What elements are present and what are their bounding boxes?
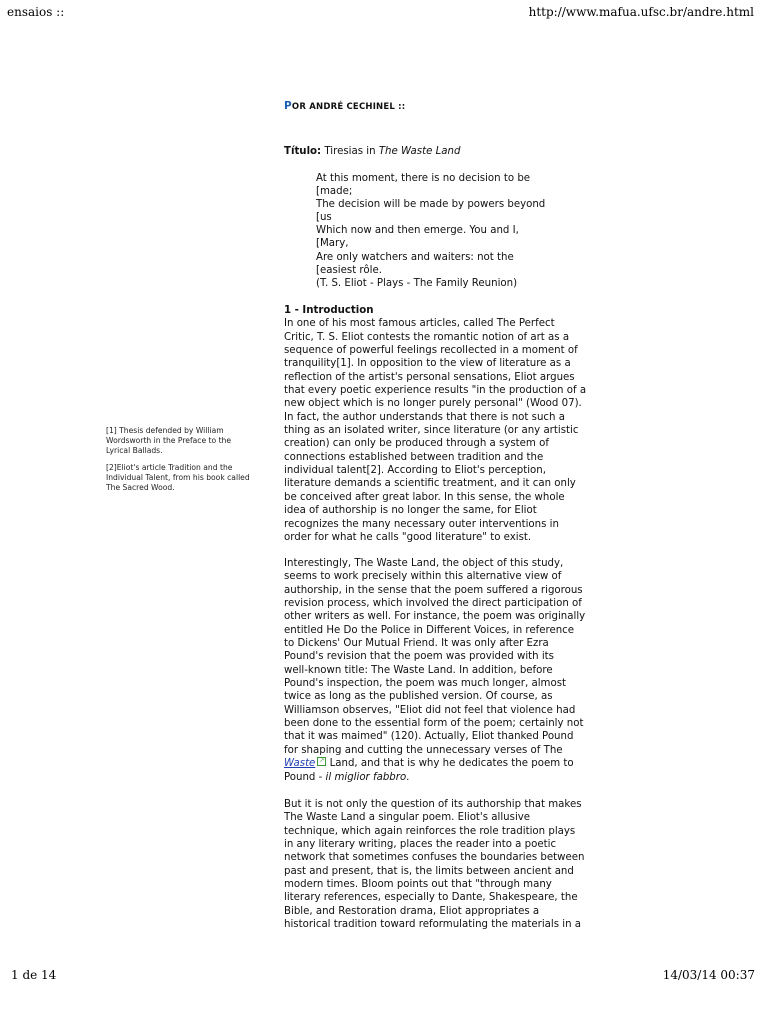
paragraph-line: thing as an isolated writer, since literature (or any artistic xyxy=(284,425,579,437)
byline-initial: P xyxy=(284,100,292,112)
paragraph-line: new object which is no longer purely personal" (Wood 07). xyxy=(284,398,582,410)
footnotes-sidebar xyxy=(106,426,256,500)
browser-header-url: http://www.mafua.ufsc.br/andre.html xyxy=(528,5,754,19)
paragraph-line: for shaping and cutting the unnecessary verses of The xyxy=(284,744,563,756)
paragraph-line: be conceived after great labor. In this sense, the whole xyxy=(284,491,565,503)
epigraph-line: [Mary, xyxy=(316,238,349,250)
waste-link[interactable]: Waste xyxy=(284,758,316,770)
paragraph-line: recognizes the many necessary outer interventions in xyxy=(284,518,559,530)
title-text: Tiresias in xyxy=(324,146,379,157)
section-heading: 1 - Introduction xyxy=(284,305,374,316)
print-timestamp: 14/03/14 00:37 xyxy=(662,968,755,982)
title-label: Título: xyxy=(284,146,322,157)
epigraph-line: At this moment, there is no decision to be xyxy=(316,173,531,184)
external-link-icon[interactable]: ↗ xyxy=(319,757,325,765)
paragraph-line: But it is not only the question of its authorship that makes xyxy=(284,799,582,810)
link-tail: Land, and that is why he dedicates the poem to xyxy=(326,758,574,770)
paragraph-line: sequence of powerful feelings recollected in a moment of xyxy=(284,345,578,357)
paragraph-line: In fact, the author understands that there is not such a xyxy=(284,411,565,423)
epigraph-line: [easiest rôle. xyxy=(316,264,382,276)
paragraph-line: been done to the essential form of the poem; certainly not xyxy=(284,718,584,730)
section-paragraph-2 xyxy=(284,557,602,784)
paragraph-line: in any literary writing, places the reader into a poetic xyxy=(284,839,557,851)
paragraph-line: modern times. Bloom points out that "through many xyxy=(284,879,552,891)
paragraph-line: Critic, T. S. Eliot contests the romantic notion of art as a xyxy=(284,331,570,343)
paragraph-line: individual talent[2]. According to Eliot's perception, xyxy=(284,465,546,477)
author-byline xyxy=(284,100,405,112)
paragraph-line: well-known title: The Waste Land. In addition, before xyxy=(284,664,553,676)
paragraph-line: connections established between tradition and the xyxy=(284,451,544,463)
paragraph-line: In one of his most famous articles, called The Perfect xyxy=(284,318,555,330)
epigraph-line: [made; xyxy=(316,186,353,198)
title-work: The Waste Land xyxy=(378,146,461,157)
epigraph-line: Which now and then emerge. You and I, xyxy=(316,225,519,237)
paragraph-line: that it was maimed" (120). Actually, Eliot thanked Pound xyxy=(284,731,574,743)
paragraph-line: that every poetic experience results "in the production of a xyxy=(284,385,587,397)
paragraph-line: Williamson observes, "Eliot did not feel that violence had xyxy=(284,704,576,716)
epigraph xyxy=(316,172,576,290)
section-paragraph-3 xyxy=(284,798,602,931)
browser-header-title: ensaios :: xyxy=(7,5,65,19)
paragraph-line: authorship, in the sense that the poem suffered a rigorous xyxy=(284,584,583,596)
epigraph-line: (T. S. Eliot - Plays - The Family Reunion) xyxy=(316,277,518,289)
paragraph-line: The Waste Land a singular poem. Eliot's allusive xyxy=(284,812,531,824)
paragraph-line: technique, which again reinforces the role tradition plays xyxy=(284,825,576,837)
footnote: [1] Thesis defended by William Wordsworth in the Preface to the Lyrical Ballads. xyxy=(106,426,232,455)
paragraph-line: order for what he calls "good literature" to exist. xyxy=(284,531,532,543)
paragraph-line: literature demands a scientific treatment, and it can only xyxy=(284,478,576,490)
paragraph-line: Pound - il miglior fabbro. xyxy=(284,771,410,783)
italic-phrase: il miglior fabbro xyxy=(325,771,407,783)
footnote: [2]Eliot's article Tradition and the Individual Talent, from his book called The Sacred Wood. xyxy=(106,463,250,492)
paragraph-line: historical tradition toward reformulating the materials in a xyxy=(284,919,582,931)
paragraph-line xyxy=(284,757,602,770)
epigraph-line: [us xyxy=(316,212,332,224)
paragraph-line: entitled He Do the Police in Different Voices, in reference xyxy=(284,624,575,636)
paragraph-line: reflection of the artist's personal sensations, Eliot argues xyxy=(284,371,575,383)
section-introduction xyxy=(284,304,602,544)
paragraph-line: Pound's revision that the poem was provided with its xyxy=(284,651,554,663)
paragraph-line: twice as long as the published version. Of course, as xyxy=(284,691,553,703)
paragraph-line: Bible, and Restoration drama, Eliot appropriates a xyxy=(284,905,540,917)
article-title xyxy=(284,146,460,157)
paragraph-line: seems to work precisely within this alternative view of xyxy=(284,571,562,583)
epigraph-line: Are only watchers and waiters: not the xyxy=(316,251,514,263)
paragraph-line: revision process, which involved the direct participation of xyxy=(284,598,582,610)
paragraph-line: other writers as well. For instance, the poem was originally xyxy=(284,611,586,623)
page-counter: 1 de 14 xyxy=(11,968,57,982)
paragraph-line: past and present, that is, the limits between ancient and xyxy=(284,865,574,877)
paragraph-line: creation) can only be produced through a system of xyxy=(284,438,549,450)
paragraph-line: literary references, especially to Dante, Shakespeare, the xyxy=(284,892,578,904)
paragraph-line: to Dickens' Our Mutual Friend. It was only after Ezra xyxy=(284,638,549,650)
byline-text: OR ANDRÉ CECHINEL :: xyxy=(291,102,406,112)
paragraph-line: network that sometimes confuses the boundaries between xyxy=(284,852,585,864)
paragraph-line: Pound's inspection, the poem was much longer, almost xyxy=(284,678,566,690)
paragraph-line: Interestingly, The Waste Land, the object of this study, xyxy=(284,558,564,569)
paragraph-line: idea of authorship is no longer the same, for Eliot xyxy=(284,505,537,517)
epigraph-line: The decision will be made by powers beyond xyxy=(316,199,546,211)
paragraph-line: tranquility[1]. In opposition to the view of literature as a xyxy=(284,358,571,370)
